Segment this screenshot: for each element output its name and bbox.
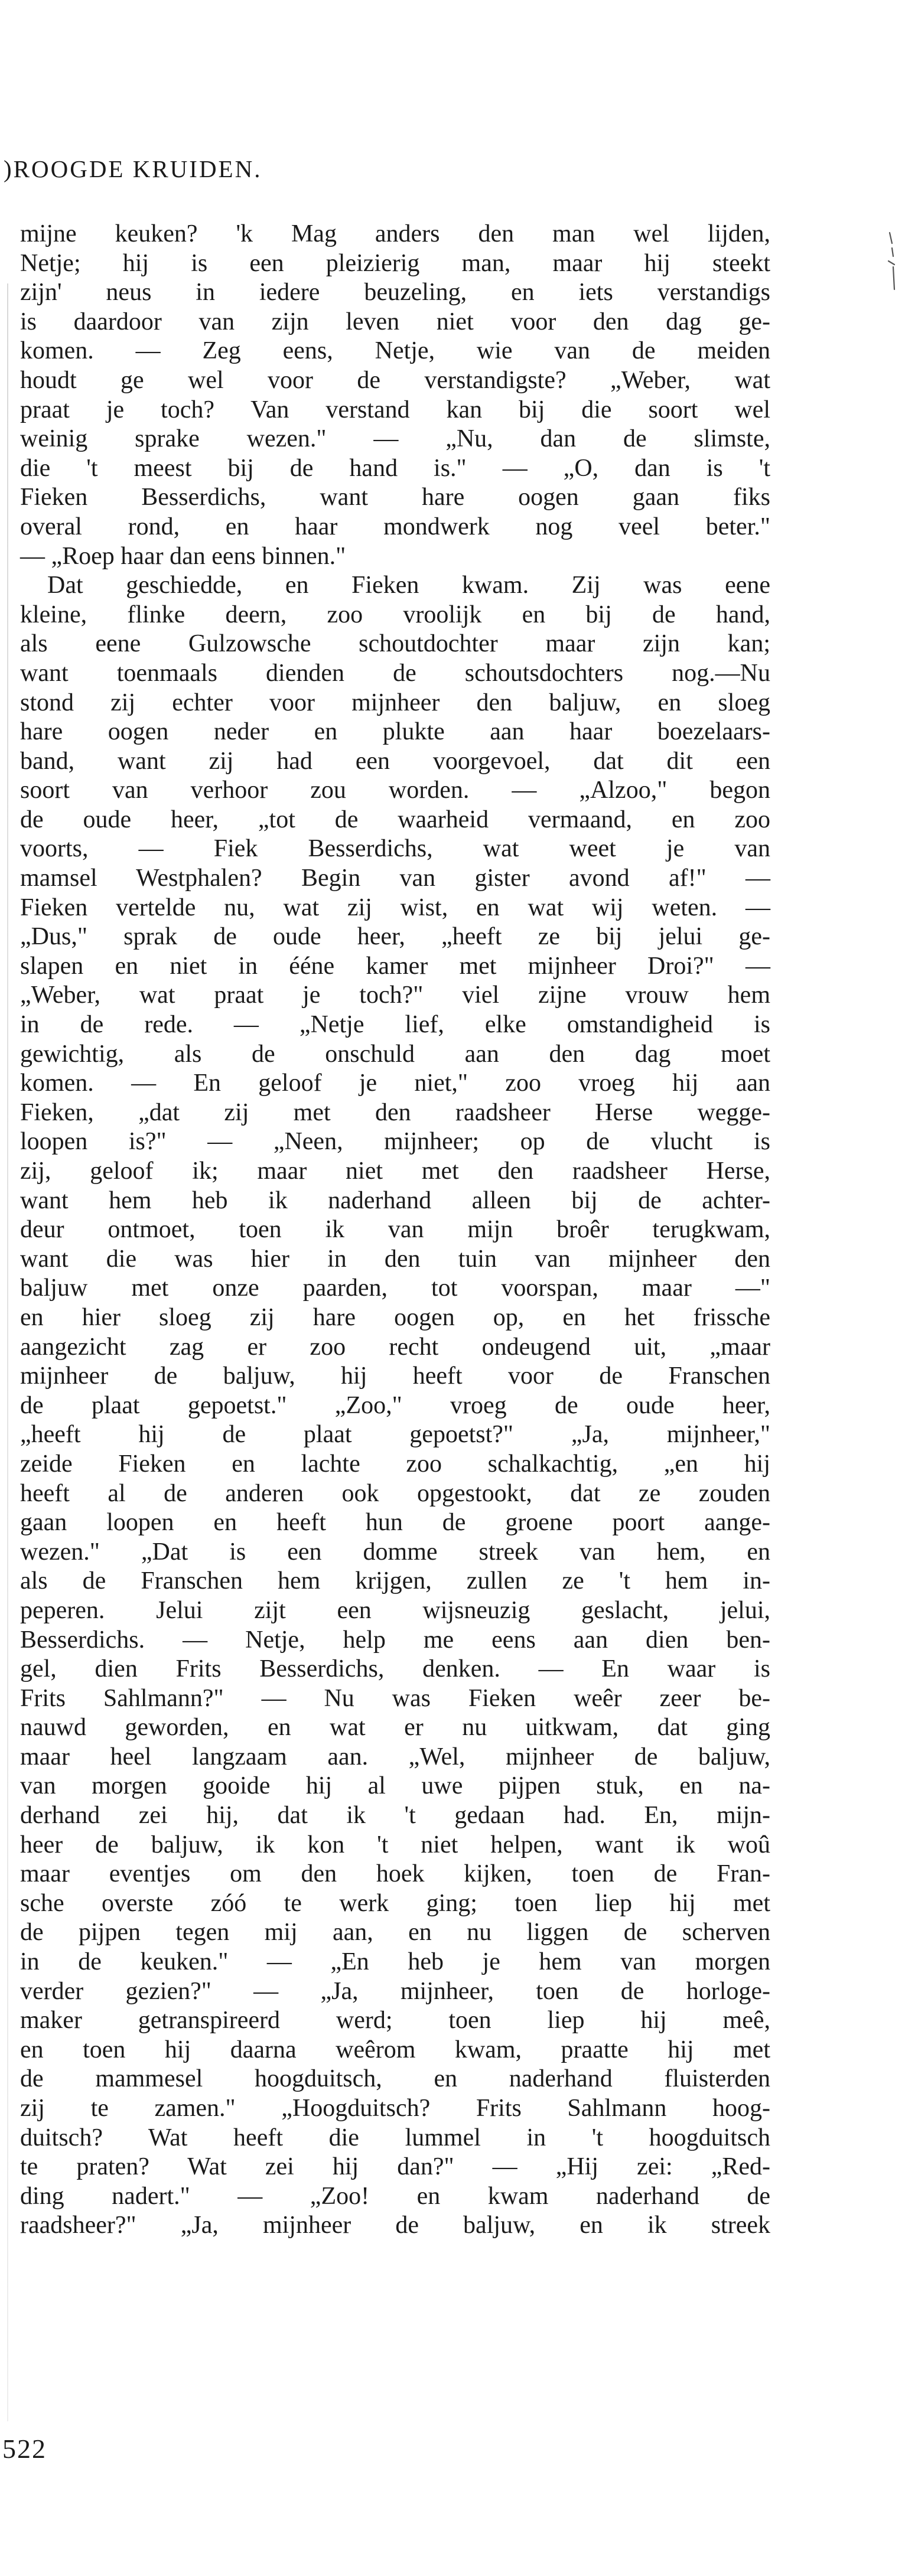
text-line: mamsel Westphalen? Begin van gister avond af!" — bbox=[20, 865, 770, 892]
text-line: de mammesel hoogduitsch, en naderhand fluisterden bbox=[20, 2065, 770, 2093]
text-line: en toen hij daarna weêrom kwam, praatte hij met bbox=[20, 2036, 770, 2063]
text-line: gaan loopen en heeft hun de groene poort aange- bbox=[20, 1509, 770, 1537]
pencil-mark-icon bbox=[886, 230, 899, 295]
text-line: in de rede. — „Netje lief, elke omstandigheid is bbox=[20, 1011, 770, 1039]
text-line: maar heel langzaam aan. „Wel, mijnheer de baljuw, bbox=[20, 1743, 770, 1770]
text-line: Fieken Besserdichs, want hare oogen gaan fiks bbox=[20, 484, 770, 511]
text-line: — „Roep haar dan eens binnen." bbox=[20, 542, 346, 570]
text-line: aangezicht zag er zoo recht ondeugend uit, „maar bbox=[20, 1333, 770, 1361]
text-line: voorts, — Fiek Besserdichs, wat weet je van bbox=[20, 835, 770, 863]
text-line: „heeft hij de plaat gepoetst?" „Ja, mijnheer," bbox=[20, 1421, 770, 1449]
text-line: praat je toch? Van verstand kan bij die soort wel bbox=[20, 396, 770, 423]
text-line: want toenmaals dienden de schoutsdochters nog.—Nu bbox=[20, 659, 770, 687]
text-line: heeft al de anderen ook opgestookt, dat ze zouden bbox=[20, 1479, 770, 1507]
page-edge-shadow bbox=[7, 283, 8, 2421]
text-line: weinig sprake wezen." — „Nu, dan de slimste, bbox=[20, 425, 770, 453]
text-line: als de Franschen hem krijgen, zullen ze 't hem in- bbox=[20, 1567, 770, 1595]
text-line: houdt ge wel voor de verstandigste? „Weber, wat bbox=[20, 366, 770, 394]
text-line: maker getranspireerd werd; toen liep hij meê, bbox=[20, 2007, 770, 2034]
text-line: want hem heb ik naderhand alleen bij de achter- bbox=[20, 1186, 770, 1214]
text-line: Fieken vertelde nu, wat zij wist, en wat wij weten. — bbox=[20, 894, 770, 921]
text-line: deur ontmoet, toen ik van mijn broêr terugkwam, bbox=[20, 1216, 770, 1244]
text-line: raadsheer?" „Ja, mijnheer de baljuw, en ik streek bbox=[20, 2212, 770, 2239]
text-line: „Dus," sprak de oude heer, „heeft ze bij jelui ge- bbox=[20, 923, 770, 951]
text-line: zij te zamen." „Hoogduitsch? Frits Sahlmann hoog- bbox=[20, 2095, 770, 2122]
text-line: heer de baljuw, ik kon 't niet helpen, want ik woû bbox=[20, 1831, 770, 1858]
text-line: band, want zij had een voorgevoel, dat dit een bbox=[20, 747, 770, 775]
text-line: want die was hier in den tuin van mijnheer den bbox=[20, 1245, 770, 1273]
text-line: is daardoor van zijn leven niet voor den dag ge- bbox=[20, 308, 770, 335]
text-line: in de keuken." — „En heb je hem van morgen bbox=[20, 1948, 770, 1976]
text-line: stond zij echter voor mijnheer den baljuw, en sloeg bbox=[20, 689, 770, 716]
text-line: van morgen gooide hij al uwe pijpen stuk, en na- bbox=[20, 1772, 770, 1800]
text-line: Besserdichs. — Netje, help me eens aan dien ben- bbox=[20, 1626, 770, 1654]
text-line: en hier sloeg zij hare oogen op, en het frissche bbox=[20, 1303, 770, 1331]
text-line: Fieken, „dat zij met den raadsheer Herse wegge- bbox=[20, 1098, 770, 1126]
text-line: overal rond, en haar mondwerk nog veel beter." bbox=[20, 513, 770, 540]
text-line: nauwd geworden, en wat er nu uitkwam, dat ging bbox=[20, 1714, 770, 1742]
margin-pencil-mark bbox=[886, 230, 899, 295]
text-line: de pijpen tegen mij aan, en nu liggen de scherven bbox=[20, 1919, 770, 1946]
text-line: wezen." „Dat is een domme streek van hem, en bbox=[20, 1538, 770, 1566]
text-line: sche overste zóó te werk ging; toen liep hij met bbox=[20, 1889, 770, 1917]
text-line: Dat geschiedde, en Fieken kwam. Zij was eene bbox=[47, 572, 770, 599]
text-line: baljuw met onze paarden, tot voorspan, maar —" bbox=[20, 1274, 770, 1302]
running-head: )ROOGDE KRUIDEN. bbox=[4, 155, 262, 182]
page-number: 522 bbox=[2, 2434, 47, 2464]
text-line: gewichtig, als de onschuld aan den dag moet bbox=[20, 1040, 770, 1068]
text-line: komen. — En geloof je niet," zoo vroeg hij aan bbox=[20, 1069, 770, 1097]
text-line: gel, dien Frits Besserdichs, denken. — En waar is bbox=[20, 1655, 770, 1683]
text-line: de oude heer, „tot de waarheid vermaand, en zoo bbox=[20, 806, 770, 833]
text-line: derhand zei hij, dat ik 't gedaan had. En, mijn- bbox=[20, 1802, 770, 1830]
text-line: maar eventjes om den hoek kijken, toen de Fran- bbox=[20, 1860, 770, 1888]
text-line: zijn' neus in iedere beuzeling, en iets verstandigs bbox=[20, 279, 770, 306]
text-line: slapen en niet in ééne kamer met mijnheer Droi?" — bbox=[20, 952, 770, 980]
text-line: zij, geloof ik; maar niet met den raadsheer Herse, bbox=[20, 1157, 770, 1185]
text-line: te praten? Wat zei hij dan?" — „Hij zei: „Red- bbox=[20, 2153, 770, 2181]
text-line: mijnheer de baljuw, hij heeft voor de Franschen bbox=[20, 1362, 770, 1390]
text-line: als eene Gulzowsche schoutdochter maar zijn kan; bbox=[20, 630, 770, 658]
text-line: Netje; hij is een pleizierig man, maar hij steekt bbox=[20, 249, 770, 277]
text-line: peperen. Jelui zijt een wijsneuzig geslacht, jelui, bbox=[20, 1596, 770, 1624]
text-line: loopen is?" — „Neen, mijnheer; op de vlucht is bbox=[20, 1128, 770, 1156]
text-line: komen. — Zeg eens, Netje, wie van de meiden bbox=[20, 337, 770, 365]
text-line: soort van verhoor zou worden. — „Alzoo," begon bbox=[20, 777, 770, 804]
text-line: kleine, flinke deern, zoo vroolijk en bij de hand, bbox=[20, 601, 770, 628]
body-text bbox=[20, 220, 770, 2241]
text-line: verder gezien?" — „Ja, mijnheer, toen de horloge- bbox=[20, 1977, 770, 2005]
text-line: ding nadert." — „Zoo! en kwam naderhand de bbox=[20, 2182, 770, 2210]
text-line: mijne keuken? 'k Mag anders den man wel lijden, bbox=[20, 220, 770, 247]
text-line: die 't meest bij de hand is." — „O, dan is 't bbox=[20, 454, 770, 482]
text-line: hare oogen neder en plukte aan haar boezelaars- bbox=[20, 718, 770, 746]
text-line: Frits Sahlmann?" — Nu was Fieken weêr zeer be- bbox=[20, 1684, 770, 1712]
text-line: zeide Fieken en lachte zoo schalkachtig, „en hij bbox=[20, 1450, 770, 1478]
text-line: de plaat gepoetst." „Zoo," vroeg de oude heer, bbox=[20, 1391, 770, 1419]
text-line: „Weber, wat praat je toch?" viel zijne vrouw hem bbox=[20, 982, 770, 1009]
text-line: duitsch? Wat heeft die lummel in 't hoogduitsch bbox=[20, 2124, 770, 2151]
